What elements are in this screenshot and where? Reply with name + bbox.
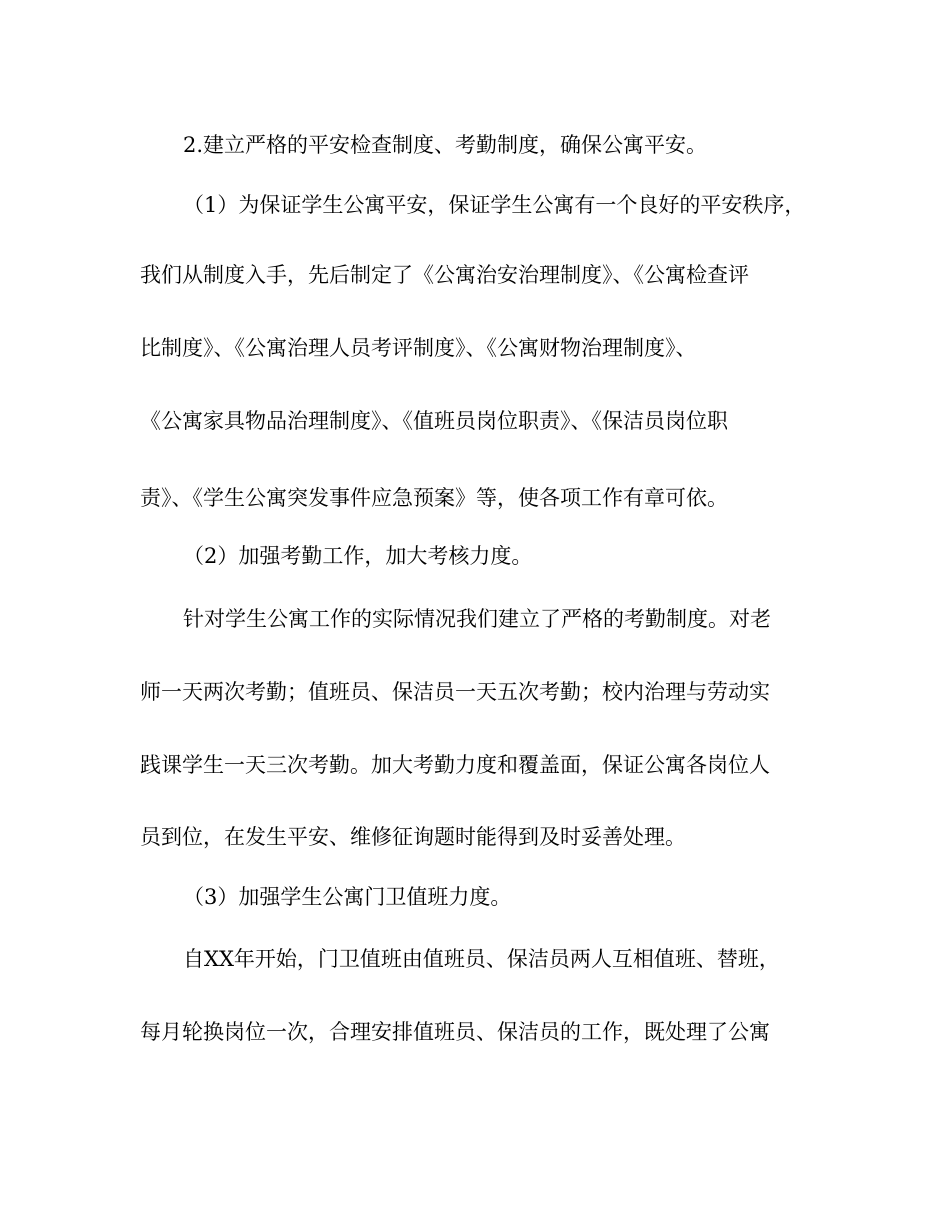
heading-2: 2.建立严格的平安检查制度、考勤制度，确保公寓平安。 xyxy=(183,133,708,157)
paragraph-line: 责》、《学生公寓突发事件应急预案》等，使各项工作有章可依。 xyxy=(140,486,728,510)
subheading-3: （3）加强学生公寓门卫值班力度。 xyxy=(183,885,512,909)
paragraph-line: 《公寓家具物品治理制度》、《值班员岗位职责》、《保洁员岗位职 xyxy=(140,409,728,433)
paragraph-line: （1）为保证学生公寓平安，保证学生公寓有一个良好的平安秩序， xyxy=(183,193,806,217)
paragraph-line: 师一天两次考勤；值班员、保洁员一天五次考勤；校内治理与劳动实 xyxy=(140,680,770,704)
paragraph-line: 比制度》、《公寓治理人员考评制度》、《公寓财物治理制度》、 xyxy=(140,336,697,360)
paragraph-line: 员到位，在发生平安、维修征询题时能得到及时妥善处理。 xyxy=(140,825,686,849)
paragraph-line: 践课学生一天三次考勤。加大考勤力度和覆盖面，保证公寓各岗位人 xyxy=(140,753,770,777)
paragraph-line: 自XX年开始，门卫值班由值班员、保洁员两人互相值班、替班， xyxy=(183,947,780,971)
paragraph-line: 我们从制度入手，先后制定了《公寓治安治理制度》、《公寓检查评 xyxy=(140,263,749,287)
subheading-2: （2）加强考勤工作，加大考核力度。 xyxy=(183,544,533,568)
paragraph-line: 每月轮换岗位一次，合理安排值班员、保洁员的工作，既处理了公寓 xyxy=(140,1020,770,1044)
paragraph-line: 针对学生公寓工作的实际情况我们建立了严格的考勤制度。对老 xyxy=(183,607,771,631)
